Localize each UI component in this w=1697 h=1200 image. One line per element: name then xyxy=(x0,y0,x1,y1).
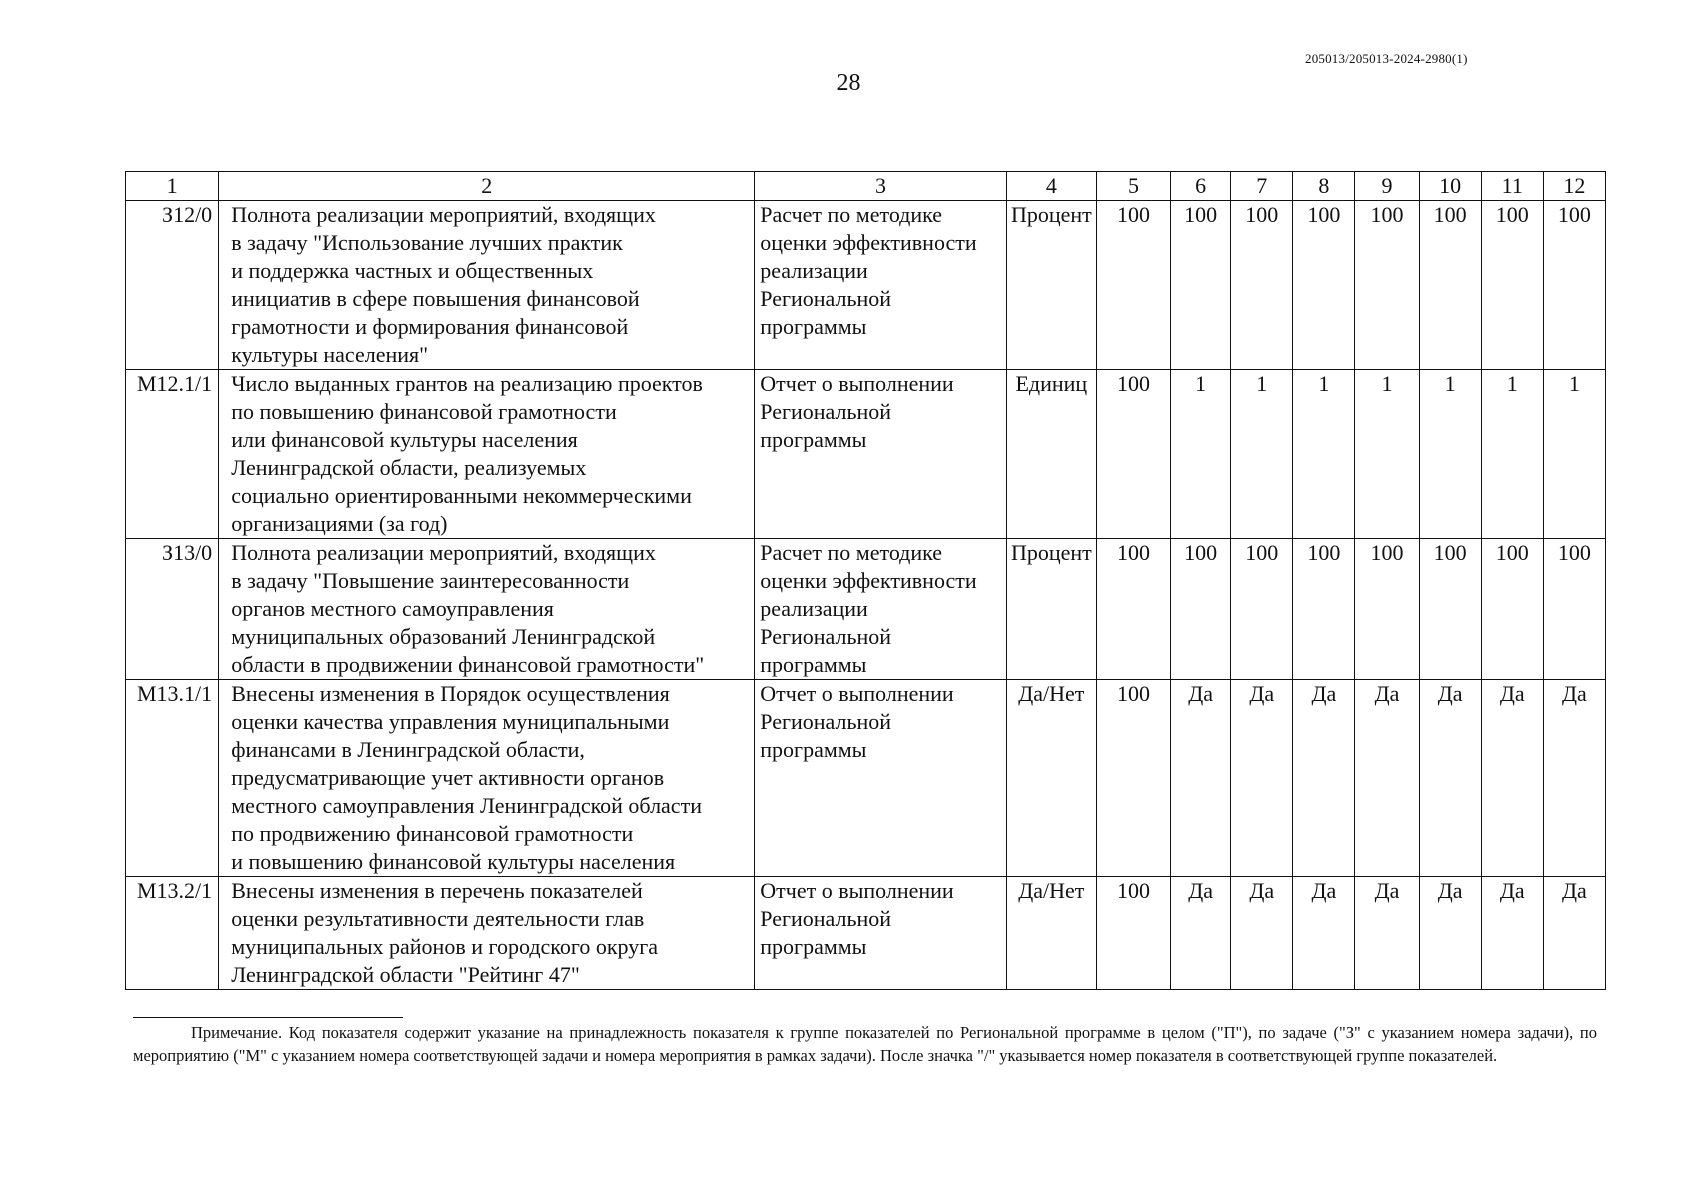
value-cell: 1 xyxy=(1543,370,1605,539)
indicator-code: З13/0 xyxy=(126,539,219,680)
value-cell: Да xyxy=(1543,680,1605,877)
column-header: 3 xyxy=(755,172,1007,201)
table-row xyxy=(126,201,1606,370)
value-cell: 1 xyxy=(1231,370,1293,539)
value-cell: 100 xyxy=(1481,201,1543,370)
value-cell: 100 xyxy=(1096,877,1170,990)
document-id: 205013/205013-2024-2980(1) xyxy=(1305,51,1468,66)
value-cell: 100 xyxy=(1096,370,1170,539)
value-cell: Да xyxy=(1231,680,1293,877)
indicator-unit: Единиц xyxy=(1006,370,1096,539)
table-row xyxy=(126,877,1606,990)
value-cell: Да xyxy=(1171,877,1231,990)
value-cell: Да xyxy=(1231,877,1293,990)
indicator-name: Полнота реализации мероприятий, входящих в задачу "Использование лучших практик и поддержка частных и общественных инициатив в сфере повышения финансовой грамотности и формирования финансовой культуры населения" xyxy=(219,201,755,370)
footnote: Примечание. Код показателя содержит указание на принадлежность показателя к группе показателей по Региональной программе в целом ("П"), по задаче ("З" с указанием номера задачи), по мероприятию ("М" с указанием номера соответствующей задачи и номера мероприятия в рамках задачи). После значка "/" указывается номер показателя в соответствующей группе показателей. xyxy=(133,1023,1597,1065)
value-cell: 100 xyxy=(1171,539,1231,680)
value-cell: Да xyxy=(1355,877,1419,990)
indicator-source: Отчет о выполнении Региональной программы xyxy=(755,877,1007,990)
column-header: 8 xyxy=(1293,172,1355,201)
value-cell: 100 xyxy=(1096,539,1170,680)
table-row xyxy=(126,680,1606,877)
value-cell: Да xyxy=(1543,877,1605,990)
indicator-code: М13.2/1 xyxy=(126,877,219,990)
value-cell: Да xyxy=(1355,680,1419,877)
indicator-name: Полнота реализации мероприятий, входящих в задачу "Повышение заинтересованности органов местного самоуправления муниципальных образований Ленинградской области в продвижении финансовой грамотности" xyxy=(219,539,755,680)
value-cell: Да xyxy=(1481,680,1543,877)
indicator-unit: Процент xyxy=(1006,539,1096,680)
indicator-name: Число выданных грантов на реализацию проектов по повышению финансовой грамотности или финансовой культуры населения Ленинградской области, реализуемых социально ориентированными некоммерческими организациями (за год) xyxy=(219,370,755,539)
column-header: 9 xyxy=(1355,172,1419,201)
value-cell: 1 xyxy=(1419,370,1481,539)
value-cell: 1 xyxy=(1293,370,1355,539)
value-cell: 100 xyxy=(1543,539,1605,680)
indicator-code: З12/0 xyxy=(126,201,219,370)
indicator-source: Отчет о выполнении Региональной программы xyxy=(755,680,1007,877)
value-cell: Да xyxy=(1419,680,1481,877)
value-cell: 100 xyxy=(1293,201,1355,370)
value-cell: 1 xyxy=(1481,370,1543,539)
value-cell: 100 xyxy=(1543,201,1605,370)
column-header: 12 xyxy=(1543,172,1605,201)
value-cell: Да xyxy=(1293,680,1355,877)
indicator-source: Расчет по методике оценки эффективности реализации Региональной программы xyxy=(755,539,1007,680)
value-cell: 100 xyxy=(1096,680,1170,877)
indicator-unit: Процент xyxy=(1006,201,1096,370)
table-row xyxy=(126,539,1606,680)
value-cell: 100 xyxy=(1096,201,1170,370)
indicator-unit: Да/Нет xyxy=(1006,877,1096,990)
indicator-code: М12.1/1 xyxy=(126,370,219,539)
value-cell: 1 xyxy=(1171,370,1231,539)
column-header: 7 xyxy=(1231,172,1293,201)
value-cell: 100 xyxy=(1231,539,1293,680)
value-cell: Да xyxy=(1171,680,1231,877)
value-cell: 100 xyxy=(1481,539,1543,680)
column-header: 10 xyxy=(1419,172,1481,201)
value-cell: 100 xyxy=(1355,539,1419,680)
value-cell: Да xyxy=(1293,877,1355,990)
value-cell: Да xyxy=(1419,877,1481,990)
indicator-source: Отчет о выполнении Региональной программы xyxy=(755,370,1007,539)
value-cell: 100 xyxy=(1231,201,1293,370)
footnote-divider xyxy=(133,1017,403,1018)
table-row xyxy=(126,370,1606,539)
column-number-row xyxy=(126,172,1606,201)
column-header: 11 xyxy=(1481,172,1543,201)
column-header: 2 xyxy=(219,172,755,201)
indicator-code: М13.1/1 xyxy=(126,680,219,877)
indicator-unit: Да/Нет xyxy=(1006,680,1096,877)
column-header: 1 xyxy=(126,172,219,201)
value-cell: 1 xyxy=(1355,370,1419,539)
value-cell: 100 xyxy=(1171,201,1231,370)
value-cell: Да xyxy=(1481,877,1543,990)
indicator-source: Расчет по методике оценки эффективности реализации Региональной программы xyxy=(755,201,1007,370)
indicator-name: Внесены изменения в Порядок осуществления оценки качества управления муниципальными финансами в Ленинградской области, предусматривающие учет активности органов местного самоуправления Ленинградской области по продвижению финансовой грамотности и повышению финансовой культуры населения xyxy=(219,680,755,877)
page-number: 28 xyxy=(836,70,861,96)
indicators-table xyxy=(125,171,1606,990)
indicator-name: Внесены изменения в перечень показателей оценки результативности деятельности глав муниципальных районов и городского округа Ленинградской области "Рейтинг 47" xyxy=(219,877,755,990)
column-header: 5 xyxy=(1096,172,1170,201)
value-cell: 100 xyxy=(1355,201,1419,370)
column-header: 4 xyxy=(1006,172,1096,201)
value-cell: 100 xyxy=(1293,539,1355,680)
value-cell: 100 xyxy=(1419,539,1481,680)
value-cell: 100 xyxy=(1419,201,1481,370)
column-header: 6 xyxy=(1171,172,1231,201)
